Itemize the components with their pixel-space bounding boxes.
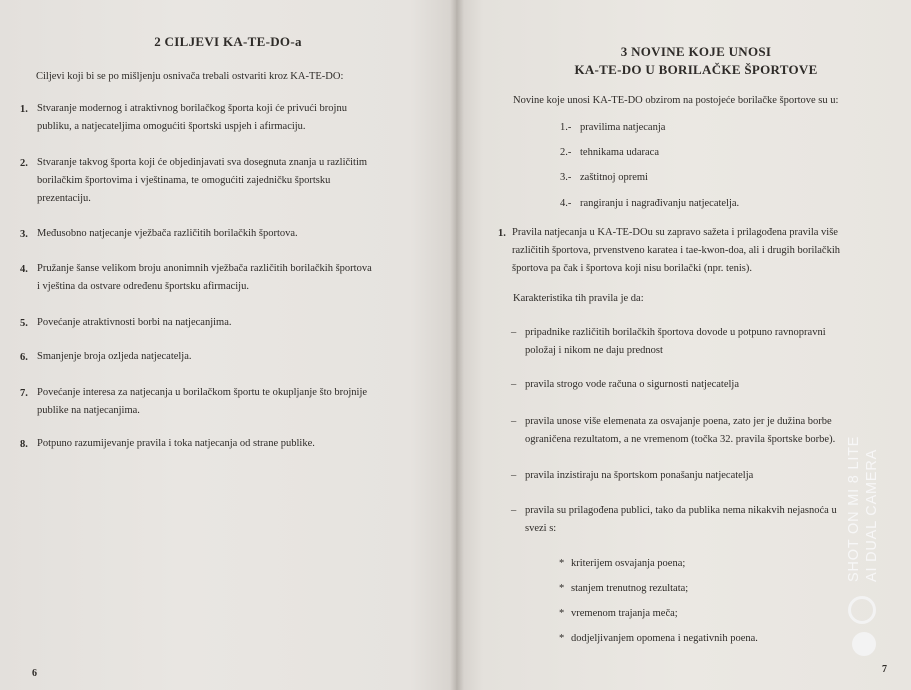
goal-line: Stvaranje modernog i atraktivnog borilačkog športa koji će privući brojnu (37, 103, 347, 114)
goal-line: Međusobno natjecanje vježbača različitih borilačkih športova. (37, 228, 298, 239)
sublist-text: rangiranju i nagrađivanju natjecatelja. (580, 198, 740, 209)
goal-number: 5. (20, 318, 28, 329)
point-line: športova pa čak i športova koji nisu borilački (npr. tenis). (512, 263, 752, 274)
goal-line: Povećanje interesa za natjecanja u borilačkom športu te okupljanje što brojnije (37, 387, 368, 398)
goal-line: i vještina da ostvare određenu športsku afirmaciju. (37, 281, 249, 292)
sublist-text: tehnikama udaraca (580, 147, 659, 158)
dash-marker: – (511, 416, 517, 427)
dash-marker: – (511, 379, 517, 390)
dash-item-line: položaj i nikom ne daju prednost (525, 345, 663, 356)
left-intro: Ciljevi koji bi se po mišljenju osnivača trebali ostvariti kroz KA-TE-DO: (36, 71, 344, 82)
bullet-marker: * (559, 583, 565, 594)
right-page (456, 0, 911, 690)
camera-dot-icon (852, 632, 876, 656)
right-intro: Novine koje unosi KA-TE-DO obzirom na postojeće borilačke športove su u: (513, 95, 839, 106)
page-number-right: 7 (882, 664, 887, 675)
bullet-marker: * (559, 633, 565, 644)
goal-line: publike na natjecanjima. (37, 405, 140, 416)
point-number: 1. (498, 228, 506, 239)
left-page-title: 2 CILJEVI KA-TE-DO-a (154, 34, 302, 49)
dash-item-line: pravila strogo vode računa o sigurnosti natjecatelja (525, 379, 740, 390)
goal-number: 7. (20, 388, 28, 399)
dash-item-line: svezi s: (525, 523, 557, 534)
sublist-number: 1.- (560, 122, 572, 133)
book-spine-shadow (450, 0, 464, 690)
bullet-item: stanjem trenutnog rezultata; (571, 583, 689, 594)
goal-line: Smanjenje broja ozljeda natjecatelja. (37, 351, 192, 362)
dash-item-line: pravila su prilagođena publici, tako da publika nema nikakvih nejasnoća u (525, 505, 837, 516)
sublist-number: 3.- (560, 172, 572, 183)
goal-number: 2. (20, 158, 28, 169)
goal-line: borilačkim športovima i vještinama, te omogućiti zajedničku športsku (37, 175, 331, 186)
goal-line: Potpuno razumijevanje pravila i toka natjecanja od strane publike. (37, 438, 315, 449)
page-number-left: 6 (32, 668, 37, 679)
watermark-line2: AI DUAL CAMERA (864, 448, 880, 582)
goal-line: publiku, a natjecateljima omogućiti športski uspjeh i afirmaciju. (37, 121, 306, 132)
dash-item-line: pripadnike različitih borilačkih športova dovode u potpuno ravnopravni (525, 327, 826, 338)
goal-number: 8. (20, 439, 28, 450)
goal-line: prezentaciju. (37, 193, 91, 204)
sublist-number: 2.- (560, 147, 572, 158)
dash-item-line: pravila unose više elemenata za osvajanje poena, zato jer je dužina borbe (525, 416, 832, 427)
bullet-item: vremenom trajanja meča; (571, 608, 678, 619)
bullet-item: dodjeljivanjem opomena i negativnih poena. (571, 633, 758, 644)
dash-item-line: ograničena rezultatom, a ne vremenom (točka 32. pravila športske borbe). (525, 434, 836, 445)
goal-line: Pružanje šanse velikom broju anonimnih vježbača različitih borilačkih športova (37, 263, 372, 274)
dash-marker: – (511, 470, 517, 481)
point-line: Pravila natjecanja u KA-TE-DOu su zapravo sažeta i prilagođena pravila više (512, 227, 838, 238)
goal-number: 1. (20, 104, 28, 115)
goal-number: 3. (20, 229, 28, 240)
dash-item-line: pravila inzistiraju na športskom ponašanju natjecatelja (525, 470, 754, 481)
sublist-text: pravilima natjecanja (580, 122, 666, 133)
bullet-marker: * (559, 558, 565, 569)
sublist-text: zaštitnoj opremi (580, 172, 648, 183)
dash-marker: – (511, 505, 517, 516)
goal-line: Povećanje atraktivnosti borbi na natjecanjima. (37, 317, 232, 328)
dash-marker: – (511, 327, 517, 338)
watermark-line1: SHOT ON MI 8 LITE (846, 435, 862, 582)
bullet-item: kriterijem osvajanja poena; (571, 558, 686, 569)
goal-number: 6. (20, 352, 28, 363)
goal-line: Stvaranje takvog športa koji će objedinjavati sva dosegnuta znanja u različitim (37, 157, 368, 168)
goal-number: 4. (20, 264, 28, 275)
characteristics-label: Karakteristika tih pravila je da: (513, 293, 644, 304)
bullet-marker: * (559, 608, 565, 619)
right-page-title-line2: KA-TE-DO U BORILAČKE ŠPORTOVE (574, 62, 818, 77)
camera-ring-icon (848, 596, 876, 624)
sublist-number: 4.- (560, 198, 572, 209)
point-line: različitih športova, prvenstveno karatea i tae-kwon-doa, ali i drugih borilačkih (512, 245, 841, 256)
right-page-title-line1: 3 NOVINE KOJE UNOSI (620, 44, 772, 59)
